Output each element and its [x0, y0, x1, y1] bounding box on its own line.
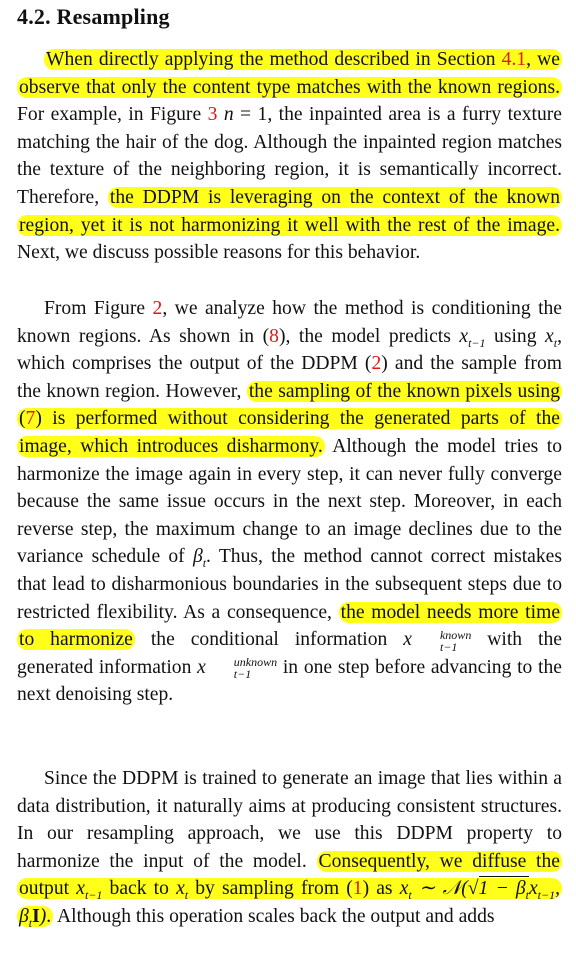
highlight: the sampling of the known pixels using (7) is performed without considering the generated parts of the image, which introduces disharmony.: [19, 380, 561, 457]
math-x-t-minus-1: $x_{t-1}$: [76, 878, 103, 903]
paragraph-2: From Figure 2, we analyze how the method is conditioning the known regions. As shown in (8), the model predicts $x_{t-1}$ using $x_t$, which comprises the output of the DDPM (2) and the sample from the known region. However, the sampling of the known pixels using (7) is performed without considering the generated parts of the image, which introduces disharmony. Although the model tries to harmonize the image again in every step, it can never fully converge because the same issue occurs in the next step. Moreover, in each reverse step, the maximum change to an image declines due to the variance schedule of $\beta_t$. Thus, the method cannot correct mistakes that lead to disharmonious boundaries in the subsequent steps due to restricted flexibility. As a consequence, the model needs more time to harmonize the conditional information x known t−1 with the generated information x unknown t−1 in one step before advancing to the next denoising step.: [17, 298, 563, 706]
equation-reference[interactable]: 8: [269, 325, 279, 347]
math-x-known: x known t−1: [403, 627, 472, 654]
paragraph-1: When directly applying the method described in Section 4.1, we observe that only the content type matches with the known regions. For example, in Figure 3 n = 1, the inpainted area is a furry texture matching the hair of the dog. Although the inpainted region matches the texture of the neighboring region, it is semantically incorrect. Therefore, the DDPM is leveraging on the context of the known region, yet it is not harmonizing it well with the rest of the image. Next, we discuss possible reasons for this behavior.: [17, 49, 562, 264]
math-sampling-equation: $x_t$ ∼ 𝒩(√1 − $\beta_tx_{t-1}$, $\beta_tI$): [19, 878, 561, 930]
math-x-t: $x_t$: [545, 325, 558, 350]
math-x-t: $x_t$: [176, 878, 189, 903]
highlight: Consequently, we diffuse the output $x_{t-1}$ back to $x_t$ by sampling from (1) as $x_t$ ∼ 𝒩(√1 − $\beta_tx_{t-1}$, $\beta_tI$).: [19, 850, 561, 930]
math-beta-t: $\beta_t$: [192, 546, 207, 571]
paragraph-3: Since the DDPM is trained to generate an image that lies within a data distribution, it naturally aims at producing consistent structures. In our resampling approach, we use this DDPM property to harmonize the input of the model. Consequently, we diffuse the output $x_{t-1}$ back to $x_t$ by sampling from (1) as $x_t$ ∼ 𝒩(√1 − $\beta_tx_{t-1}$, $\beta_tI$). Although this operation scales back the output and adds: [17, 768, 562, 930]
highlight: the DDPM is leveraging on the context of the known region, yet it is not harmonizing it well with the rest of the image.: [19, 186, 560, 236]
highlight: When directly applying the method described in Section 4.1, we observe that only the content type matches with the known regions.: [19, 49, 560, 98]
equation-reference[interactable]: 2: [371, 353, 382, 375]
figure-reference[interactable]: 2: [152, 298, 163, 319]
equation-reference[interactable]: 7: [25, 408, 36, 430]
math-x-unknown: x unknown t−1: [197, 655, 278, 682]
math-n-equals-1: n: [223, 104, 234, 126]
highlight: the model needs more time to harmonize: [19, 601, 561, 651]
figure-reference[interactable]: 3: [207, 104, 218, 126]
section-heading: 4.2. Resampling: [17, 4, 170, 29]
math-x-t-minus-1: $x_{t-1}$: [459, 325, 486, 350]
equation-reference[interactable]: 1: [352, 878, 363, 900]
section-reference[interactable]: 4.1: [501, 49, 527, 70]
